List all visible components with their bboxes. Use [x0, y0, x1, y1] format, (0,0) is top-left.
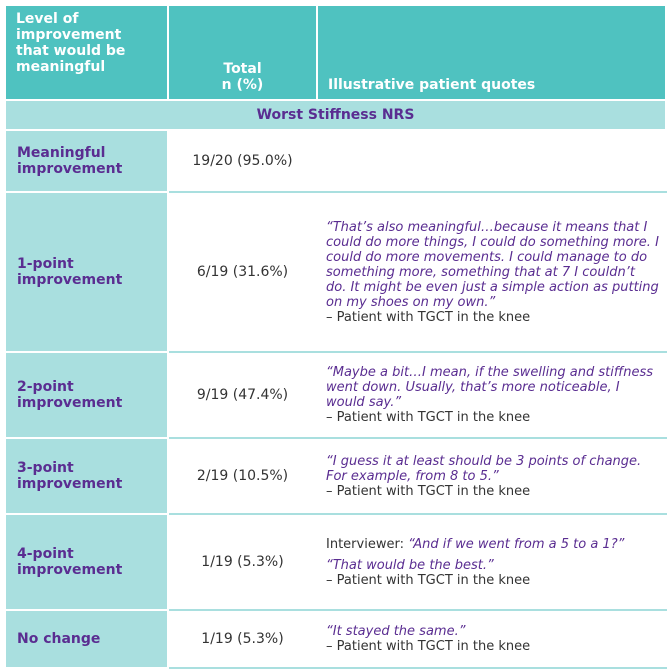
- header-total: Total n (%): [168, 5, 317, 100]
- patient-quote: “I guess it at least should be 3 points of change. For example, from 8 to 5.”: [326, 453, 642, 484]
- section-row: [5, 100, 666, 130]
- header-quotes: Illustrative patient quotes: [317, 5, 666, 100]
- quote-cell: [317, 352, 666, 438]
- quote-cell: [317, 192, 666, 352]
- section-title: Worst Stiffness NRS: [5, 100, 666, 130]
- total-cell: 2/19 (10.5%): [168, 438, 317, 514]
- table-row: [5, 130, 666, 192]
- quote-cell: [317, 610, 666, 668]
- interviewer-line: [326, 537, 659, 552]
- interviewer-quote: “And if we went from a 5 to a 1?”: [408, 536, 625, 552]
- total-cell: 19/20 (95.0%): [168, 130, 317, 192]
- patient-quote: “That would be the best.”: [326, 557, 494, 573]
- stiffness-improvement-table: [4, 4, 667, 669]
- interviewer-label: Interviewer:: [326, 536, 409, 552]
- level-cell: No change: [5, 610, 168, 668]
- table-row: [5, 610, 666, 668]
- total-cell: 1/19 (5.3%): [168, 514, 317, 610]
- patient-quote: “Maybe a bit…I mean, if the swelling and stiffness went down. Usually, that’s more noticeable, I would say.”: [326, 365, 654, 410]
- patient-quote: “It stayed the same.”: [326, 624, 466, 639]
- table-row: [5, 438, 666, 514]
- quote-attribution: – Patient with TGCT in the knee: [326, 483, 531, 499]
- quote-cell: [317, 130, 666, 192]
- quote-attribution: – Patient with TGCT in the knee: [326, 410, 531, 425]
- table-header-row: [5, 5, 666, 100]
- total-cell: 9/19 (47.4%): [168, 352, 317, 438]
- quote-attribution: – Patient with TGCT in the knee: [326, 639, 531, 654]
- table-row: [5, 352, 666, 438]
- total-cell: 1/19 (5.3%): [168, 610, 317, 668]
- table-row: [5, 514, 666, 610]
- patient-quote: “That’s also meaningful…because it means that I could do more things, I could do something more. I could do more movements. I could manage to do something more, something that at 7 I couldn’t do. It might be even just a simple action as putting on my shoes on my own.”: [326, 219, 659, 310]
- level-cell: 3-point improvement: [5, 438, 168, 514]
- total-cell: 6/19 (31.6%): [168, 192, 317, 352]
- quote-cell: [317, 438, 666, 514]
- quote-attribution: – Patient with TGCT in the knee: [326, 309, 531, 325]
- quote-attribution: – Patient with TGCT in the knee: [326, 572, 531, 588]
- level-cell: 1-point improvement: [5, 192, 168, 352]
- level-cell: 4-point improvement: [5, 514, 168, 610]
- quote-cell: [317, 514, 666, 610]
- level-cell: Meaningful improvement: [5, 130, 168, 192]
- header-level: Level of improvement that would be meaningful: [5, 5, 168, 100]
- level-cell: 2-point improvement: [5, 352, 168, 438]
- table-row: [5, 192, 666, 352]
